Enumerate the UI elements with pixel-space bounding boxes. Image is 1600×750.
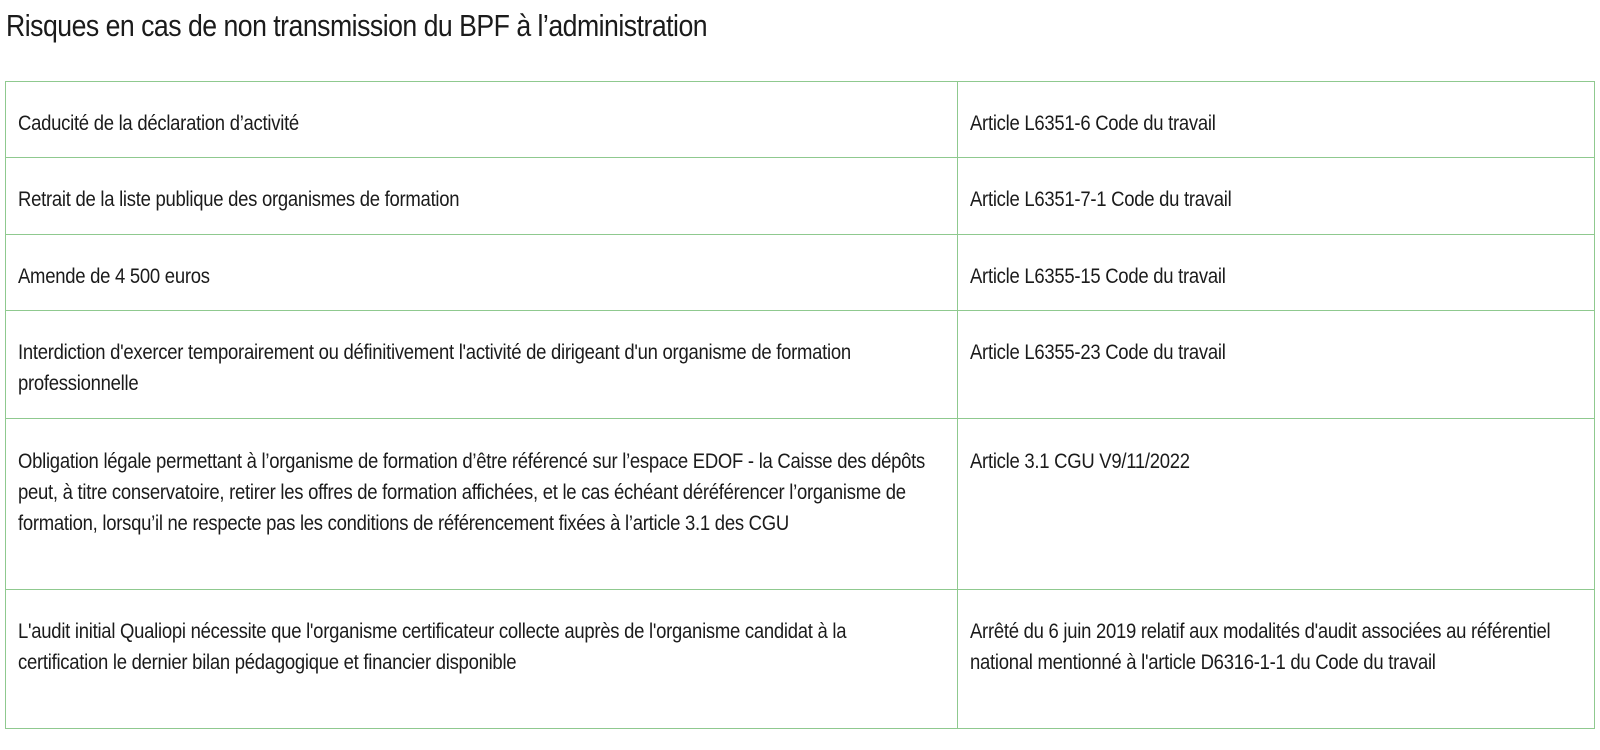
- reference-cell: [957, 235, 1594, 311]
- reference-text: Article L6355-15 Code du travail: [969, 265, 1226, 288]
- risk-text: Interdiction d'exercer temporairement ou définitivement l'activité de dirigeant d'un organisme de formation professionnelle: [18, 341, 851, 395]
- reference-cell: [957, 590, 1594, 729]
- reference-text: Article 3.1 CGU V9/11/2022: [969, 450, 1190, 473]
- table-row: [6, 590, 1595, 729]
- reference-text: Article L6351-6 Code du travail: [969, 112, 1216, 135]
- reference-cell: [957, 419, 1594, 590]
- reference-cell: [957, 311, 1594, 419]
- risk-cell: [6, 590, 958, 729]
- risk-text: Obligation légale permettant à l’organisme de formation d’être référencé sur l’espace EDOF - la Caisse des dépôts peut, à titre conservatoire, retirer les offres de formation affichées, et le cas échéant déréférencer l’organisme de formation, lorsqu’il ne respecte pas les conditions de référencement fixées à l’article 3.1 des CGU: [18, 450, 925, 535]
- risk-text: Amende de 4 500 euros: [18, 265, 210, 288]
- risk-text: Retrait de la liste publique des organismes de formation: [18, 188, 460, 211]
- risk-cell: [6, 419, 958, 590]
- risk-text: Caducité de la déclaration d’activité: [18, 112, 299, 135]
- table-row: [6, 158, 1595, 235]
- reference-cell: [957, 82, 1594, 158]
- table-row: [6, 82, 1595, 158]
- risk-cell: [6, 82, 958, 158]
- table-row: [6, 419, 1595, 590]
- reference-text: Article L6355-23 Code du travail: [969, 341, 1226, 364]
- reference-cell: [957, 158, 1594, 235]
- page-title: Risques en cas de non transmission du BPF à l’administration: [6, 8, 708, 43]
- risk-text: L'audit initial Qualiopi nécessite que l'organisme certificateur collecte auprès de l'organisme candidat à la certification le dernier bilan pédagogique et financier disponible: [18, 620, 847, 674]
- risk-cell: [6, 311, 958, 419]
- risks-table: [5, 81, 1595, 729]
- reference-text: Arrêté du 6 juin 2019 relatif aux modalités d'audit associées au référentiel national mentionné à l'article D6316-1-1 du Code du travail: [969, 620, 1551, 674]
- risk-cell: [6, 235, 958, 311]
- reference-text: Article L6351-7-1 Code du travail: [969, 188, 1232, 211]
- risk-cell: [6, 158, 958, 235]
- table-row: [6, 311, 1595, 419]
- table-row: [6, 235, 1595, 311]
